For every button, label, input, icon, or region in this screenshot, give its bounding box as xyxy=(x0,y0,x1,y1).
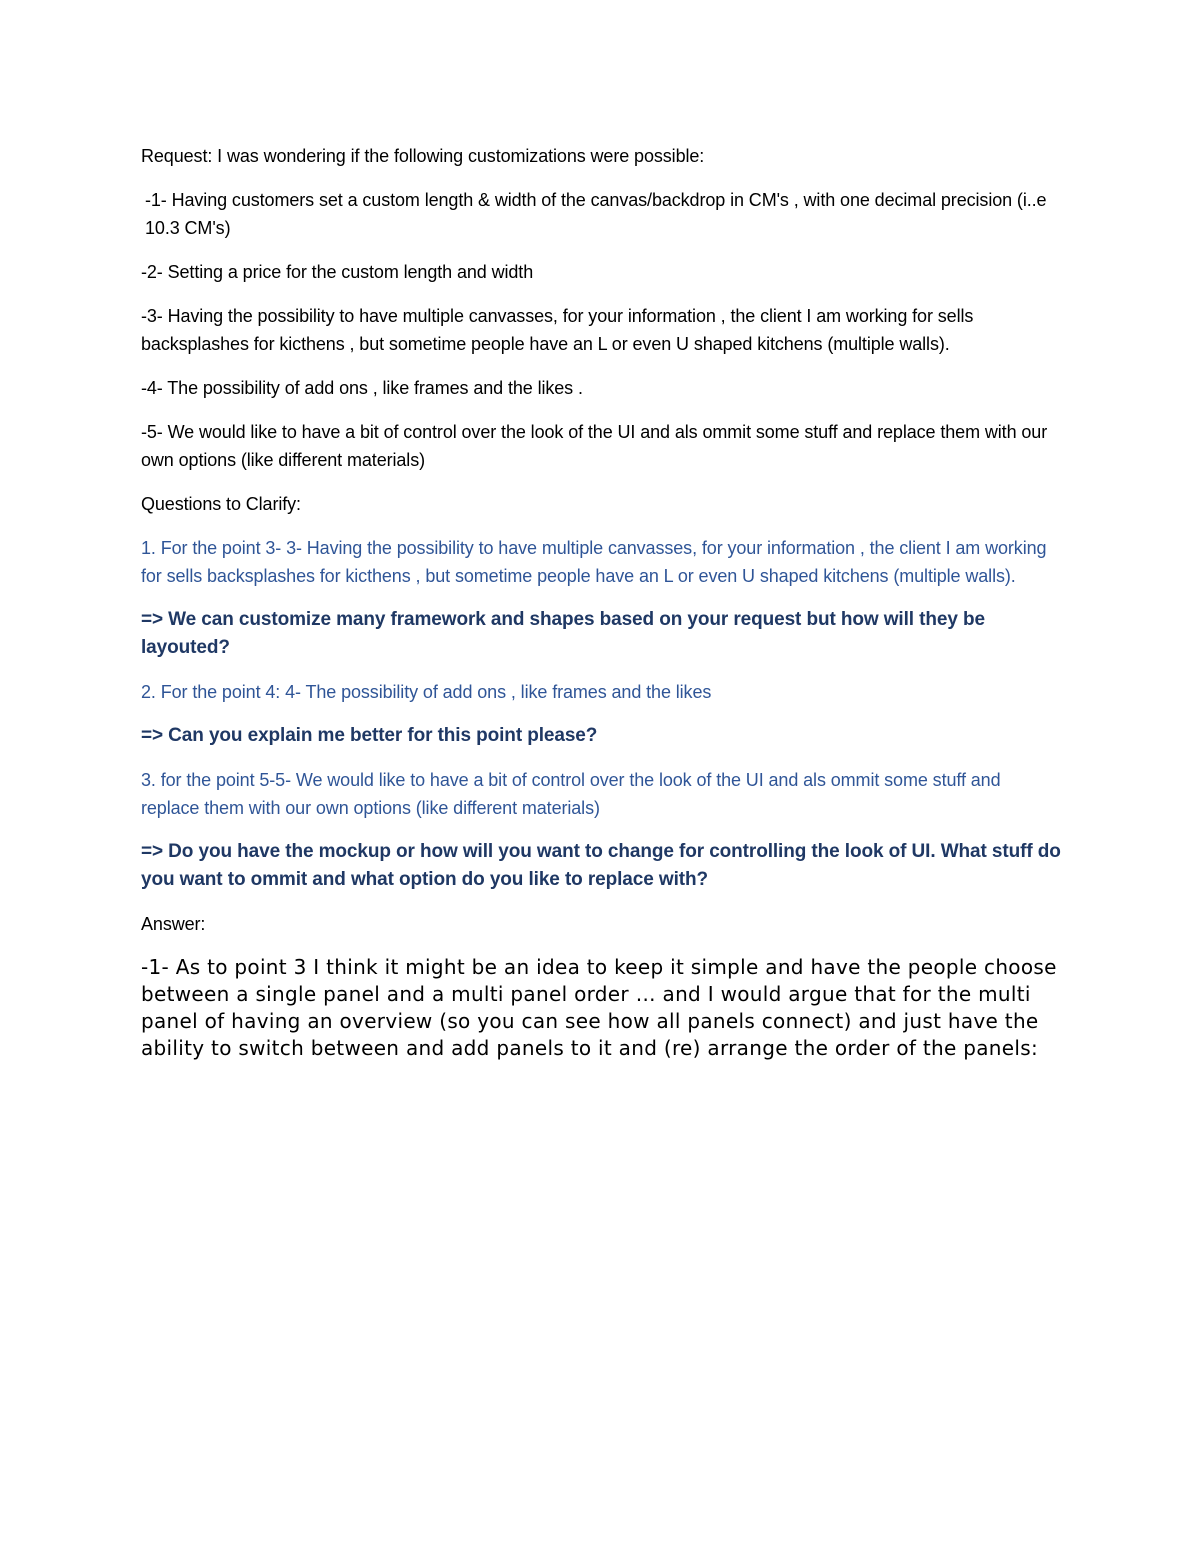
request-item-1: -1- Having customers set a custom length & width of the canvas/backdrop in CM's , with one decimal precision (i..e 10.3 CM's) xyxy=(145,190,1047,238)
reply-3: => Do you have the mockup or how will you want to change for controlling the look of UI. What stuff do you want to ommit and what option do you like to replace with? xyxy=(141,841,1061,890)
reply-1: => We can customize many framework and shapes based on your request but how will they be layouted? xyxy=(141,609,985,658)
request-item-5: -5- We would like to have a bit of control over the look of the UI and als ommit some stuff and replace them with our own options (like different materials) xyxy=(141,422,1048,470)
request-item-2: -2- Setting a price for the custom length and width xyxy=(141,262,534,282)
document-body xyxy=(141,142,1061,1062)
request-label: Request: xyxy=(141,146,213,166)
answer-text: -1- As to point 3 I think it might be an idea to keep it simple and have the people choose between a single panel and a multi panel order … and I would argue that for the multi panel of having an overview (so you can see how all panels connect) and just have the ability to switch between and add panels to it and (re) arrange the order of the panels: xyxy=(141,955,1057,1060)
request-paragraph xyxy=(141,142,1061,170)
question-1: 1. For the point 3- 3- Having the possibility to have multiple canvasses, for your information , the client I am working for sells backsplashes for kicthens , but sometime people have an L or even U shaped kitchens (multiple walls). xyxy=(141,538,1047,586)
question-2: 2. For the point 4: 4- The possibility of add ons , like frames and the likes xyxy=(141,682,712,702)
request-item-3: -3- Having the possibility to have multiple canvasses, for your information , the client I am working for sells backsplashes for kicthens , but sometime people have an L or even U shaped kitchens (multiple walls). xyxy=(141,306,974,354)
questions-heading: Questions to Clarify: xyxy=(141,494,301,514)
request-text: I was wondering if the following customizations were possible: xyxy=(212,146,705,166)
question-3: 3. for the point 5-5- We would like to have a bit of control over the look of the UI and als ommit some stuff and replace them with our own options (like different materials) xyxy=(141,770,1001,818)
request-item-4: -4- The possibility of add ons , like frames and the likes . xyxy=(141,378,583,398)
reply-2: => Can you explain me better for this point please? xyxy=(141,725,598,746)
answer-heading: Answer: xyxy=(141,914,206,934)
